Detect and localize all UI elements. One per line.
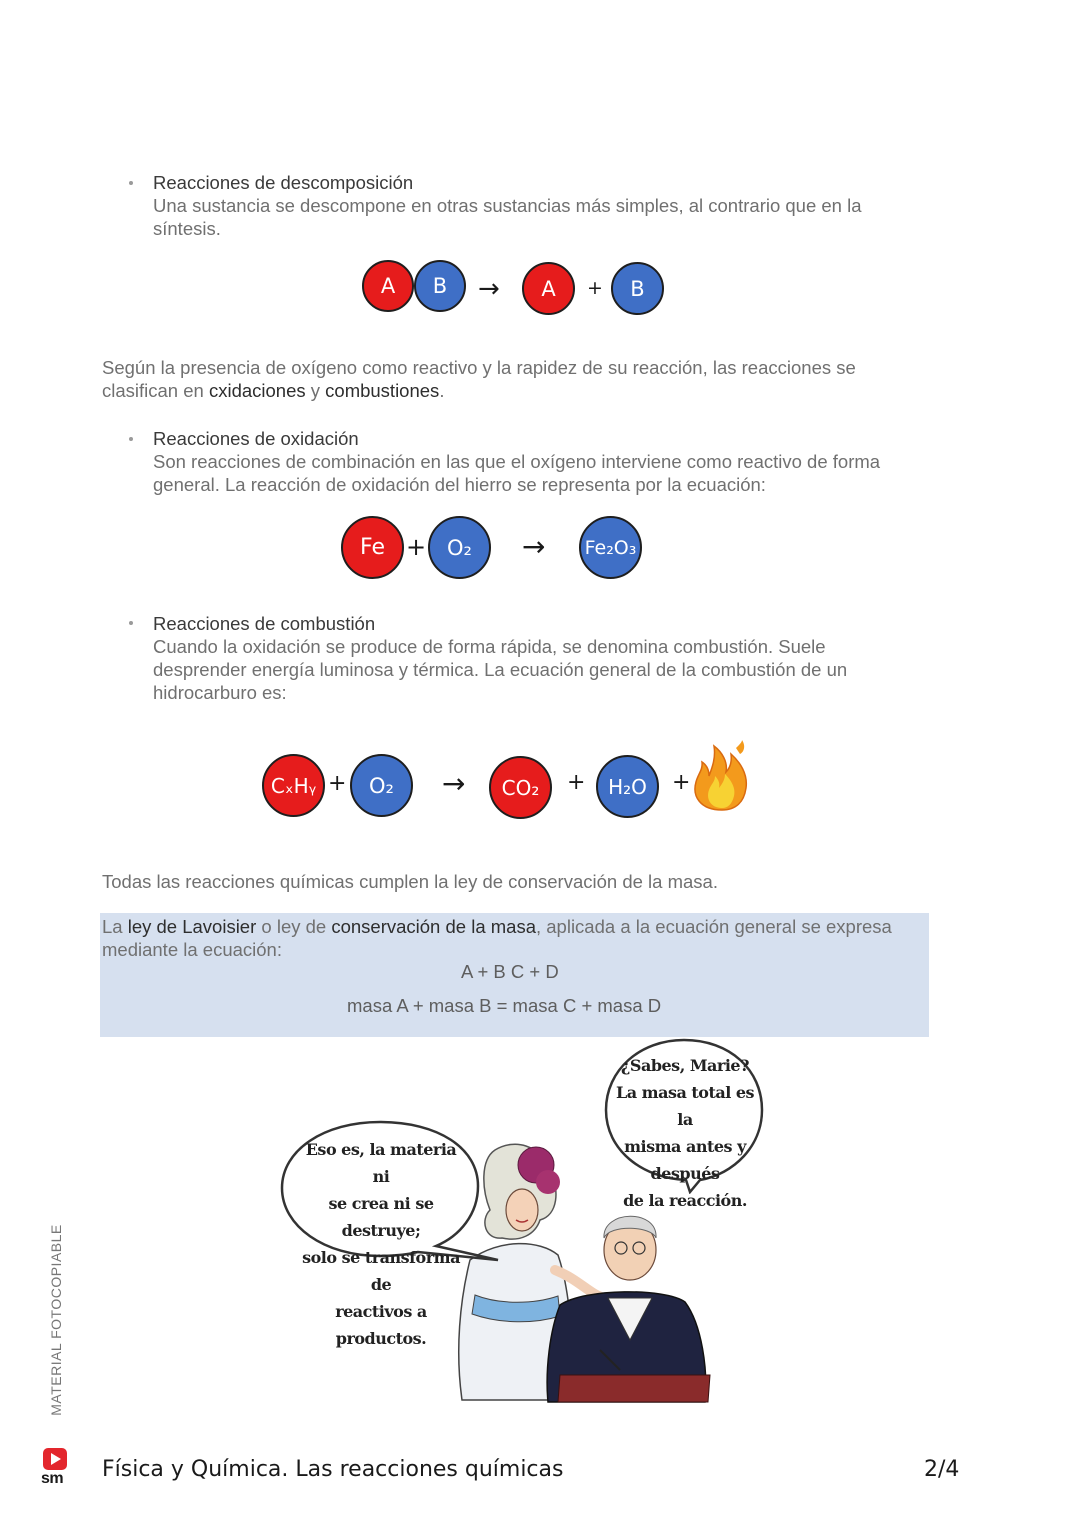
bubble-right-line: de la reacción. bbox=[623, 1191, 747, 1210]
oxidation-text-line1: Son reacciones de combinación en las que el oxígeno interviene como reactivo de forma bbox=[153, 451, 881, 472]
bubble-right-line: La masa total es la bbox=[615, 1083, 755, 1129]
bullet bbox=[129, 181, 133, 185]
combustion-text-line1: Cuando la oxidación se produce de forma rápida, se denomina combustión. Suele bbox=[153, 636, 826, 657]
sm-logo-icon bbox=[42, 1447, 68, 1471]
term-mass-conservation: conservación de la masa bbox=[331, 916, 536, 937]
classification-mid: y bbox=[305, 380, 326, 401]
sm-logo-text: sm bbox=[41, 1470, 64, 1487]
decomposition-text-line1: Una sustancia se descompone en otras sustancias más simples, al contrario que en la bbox=[153, 195, 862, 216]
carbon-dioxide-circle: CO₂ bbox=[489, 756, 552, 819]
bubble-left-line: se crea ni se destruye; bbox=[328, 1194, 434, 1240]
reactant-a-circle: A bbox=[362, 260, 414, 312]
plus-sign: + bbox=[328, 771, 347, 796]
product-b-circle: B bbox=[611, 262, 664, 315]
plus-sign: + bbox=[567, 770, 586, 795]
oxygen-circle: O₂ bbox=[428, 516, 491, 579]
equation-mass: masa A + masa B = masa C + masa D bbox=[347, 995, 662, 1016]
oxidation-title: Reacciones de oxidación bbox=[153, 428, 359, 449]
lavoisier-t2: o ley de bbox=[256, 916, 332, 937]
iron-circle: Fe bbox=[341, 516, 404, 579]
decomposition-title: Reacciones de descomposición bbox=[153, 172, 414, 193]
classification-start: clasifican en bbox=[102, 380, 209, 401]
plus-sign: + bbox=[406, 533, 427, 561]
conservation-intro: Todas las reacciones químicas cumplen la ley de conservación de la masa. bbox=[102, 871, 718, 892]
bubble-right-line: misma antes y después bbox=[624, 1137, 746, 1183]
plus-sign: + bbox=[587, 277, 603, 299]
oxygen-circle: O₂ bbox=[350, 754, 413, 817]
bubble-right-line: ¿Sabes, Marie? bbox=[621, 1056, 749, 1075]
arrow-icon: → bbox=[478, 274, 500, 304]
lavoisier-text-line1 bbox=[102, 916, 892, 939]
decomposition-text-line2: síntesis. bbox=[153, 218, 221, 239]
water-circle: H₂O bbox=[596, 755, 659, 818]
hydrocarbon-circle: CₓHᵧ bbox=[262, 754, 325, 817]
bubble-left-line: Eso es, la materia ni bbox=[305, 1140, 457, 1186]
speech-bubble-right bbox=[606, 1052, 764, 1214]
sidebar-label: MATERIAL FOTOCOPIABLE bbox=[48, 1224, 64, 1416]
classification-end: . bbox=[439, 380, 445, 401]
classification-text-line1: Según la presencia de oxígeno como reactivo y la rapidez de su reacción, las reacciones se bbox=[102, 357, 856, 378]
bubble-left-line: reactivos a productos. bbox=[335, 1302, 427, 1348]
lavoisier-text-line2: mediante la ecuación: bbox=[102, 939, 282, 960]
product-a-circle: A bbox=[522, 262, 575, 315]
term-lavoisier-law: ley de Lavoisier bbox=[127, 916, 257, 937]
iron-oxide-circle: Fe₂O₃ bbox=[579, 516, 642, 579]
combustion-text-line3: hidrocarburo es: bbox=[153, 682, 287, 703]
classification-text-line2 bbox=[102, 380, 444, 403]
oxidation-text-line2: general. La reacción de oxidación del hierro se representa por la ecuación: bbox=[153, 474, 766, 495]
combustion-text-line2: desprender energía luminosa y térmica. La ecuación general de la combustión de un bbox=[153, 659, 848, 680]
reactant-b-circle: B bbox=[414, 260, 466, 312]
lavoisier-t3: , aplicada a la ecuación general se expresa bbox=[535, 916, 892, 937]
bubble-left-line: solo se transforma de bbox=[302, 1248, 460, 1294]
plus-sign: + bbox=[672, 770, 691, 795]
lavoisier-box bbox=[100, 913, 929, 1037]
term-oxidation: cxidaciones bbox=[208, 380, 306, 401]
arrow-icon: → bbox=[442, 767, 466, 800]
fire-icon bbox=[688, 738, 756, 812]
speech-bubble-left bbox=[296, 1136, 466, 1352]
footer-title: Física y Química. Las reacciones químicas bbox=[102, 1457, 564, 1482]
lavoisier-t1: La bbox=[102, 916, 128, 937]
page-number: 2/4 bbox=[924, 1457, 960, 1482]
combustion-title: Reacciones de combustión bbox=[153, 613, 376, 634]
equation-general: A + B C + D bbox=[461, 961, 559, 982]
bullet bbox=[129, 621, 133, 625]
arrow-icon: → bbox=[522, 530, 546, 563]
term-combustion: combustiones bbox=[325, 380, 440, 401]
bullet bbox=[129, 437, 133, 441]
